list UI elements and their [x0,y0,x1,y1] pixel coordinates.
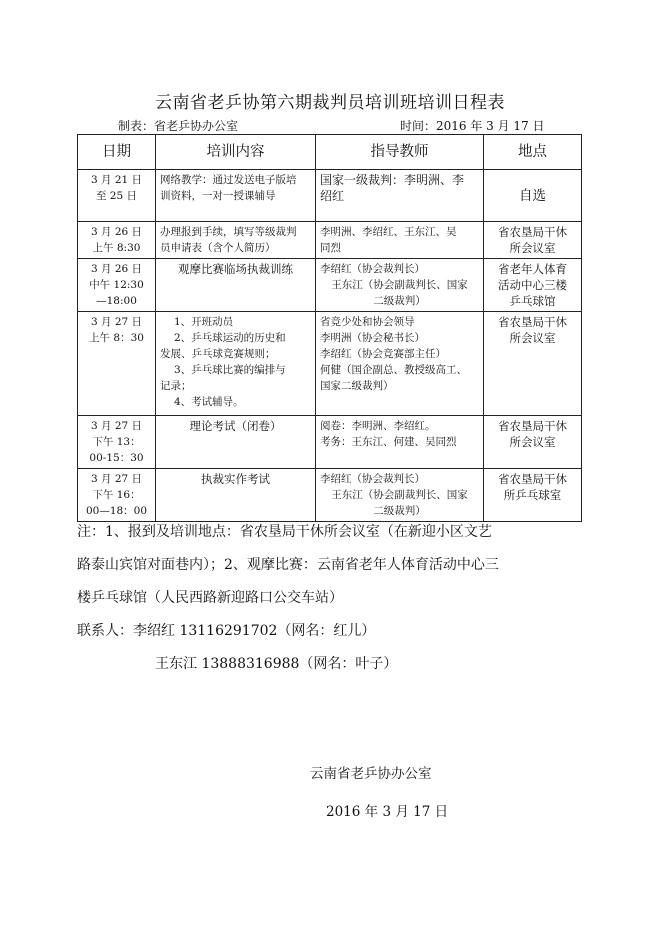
date-cell [78,170,156,222]
table-header-row [78,135,582,170]
table-row [78,469,582,522]
teacher-cell [316,312,484,416]
content-cell [156,222,316,259]
teacher-line: 李绍红（协会裁判长） [320,473,425,485]
content-line: 2、乒乓球运动的历史和 [174,332,286,344]
date-line: 3 月 27 日 [90,420,143,432]
place-cell [484,259,582,312]
date-line: 下午 16： [92,489,141,501]
note-line: 注：1、报到及培训地点：省农垦局干休所会议室（在新迎小区文艺 [77,524,492,540]
place-line: 所会议室 [509,331,556,345]
date-line: 至 25 日 [95,190,138,202]
place-line: 活动中心三楼 [498,278,567,292]
teacher-line: 李绍红（协会竞赛部主任） [320,348,446,360]
teacher-cell [316,416,484,469]
date-cell [78,469,156,522]
place-line: 省农垦局干休 [498,315,567,329]
date-line: 3 月 27 日 [90,316,143,328]
place-line: 所会议室 [509,435,556,449]
place-line: 省农垦局干休 [498,419,567,433]
date-line: 00-15：30 [89,452,144,464]
place-line: 所会议室 [509,241,556,255]
place-cell [484,170,582,222]
date-line: 3 月 27 日 [90,473,143,485]
made-time: 时间：2016 年 3 月 17 日 [400,119,545,133]
content-cell [156,469,316,522]
header-content: 培训内容 [156,135,316,170]
schedule-table [77,134,582,522]
content-line: 3、乒乓球比赛的编排与 [174,364,286,376]
teacher-line: 王东江（协会副裁判长、国家 [331,279,468,291]
signature-org: 云南省老乒协办公室 [310,766,432,782]
teacher-cell [316,170,484,222]
contact-line: 王东江 13888316988（网名：叶子） [155,656,398,672]
note-line: 楼乒乓球馆（人民西路新迎路口公交车站） [77,590,343,606]
made-by: 制表：省老乒协办公室 [118,119,239,133]
table-row [78,416,582,469]
teacher-line: 二级裁判） [373,295,426,307]
date-cell [78,416,156,469]
content-line: 办理报到手续，填写等级裁判 [160,226,297,238]
teacher-line: 国家一级裁判：李明洲、李 [320,173,465,187]
date-line: 中午 12:30 [89,279,144,291]
header-place: 地点 [484,135,582,170]
content-line: 网络教学：通过发送电子版培 [160,174,297,186]
contact-line: 联系人：李绍红 13116291702（网名：红儿） [77,623,376,639]
content-line: 观摩比赛临场执裁训练 [178,262,293,276]
table-row [78,222,582,259]
place-line: 省农垦局干休 [498,472,567,486]
place-cell [484,312,582,416]
teacher-line: 李绍红（协会裁判长） [320,263,425,275]
place-line: 乒乓球馆 [509,294,556,308]
date-line: 3 月 26 日 [90,263,143,275]
place-cell [484,222,582,259]
signature-date: 2016 年 3 月 17 日 [326,804,449,820]
date-line: 3 月 21 日 [90,174,143,186]
header-teacher: 指导教师 [316,135,484,170]
date-line: 3 月 26 日 [90,226,143,238]
date-cell [78,222,156,259]
place-line: 所乒乓球室 [503,488,562,502]
teacher-line: 国家二级裁判） [320,380,394,392]
teacher-line: 阅卷：李明洲、李绍红。 [320,420,436,432]
content-line: 1、开班动员 [174,316,234,328]
teacher-line: 李明洲（协会秘书长） [320,332,425,344]
date-line: 上午 8:30 [92,242,141,254]
table-row [78,259,582,312]
date-line: 上午 8：30 [89,332,144,344]
date-cell [78,259,156,312]
content-line: 4、考试辅导。 [174,396,244,408]
teacher-line: 绍红 [320,189,345,203]
content-line: 训资料，一对一授课辅导 [160,190,276,202]
content-line: 理论考试（闭卷） [189,419,282,433]
content-cell [156,259,316,312]
teacher-line: 王东江（协会副裁判长、国家 [331,489,468,501]
teacher-cell [316,469,484,522]
date-line: 00—18：00 [85,505,148,517]
place-line: 省农垦局干休 [498,225,567,239]
place-line: 省老年人体育 [498,262,567,276]
teacher-line: 省竞少处和协会领导 [320,316,415,328]
header-date: 日期 [78,135,156,170]
content-cell [156,416,316,469]
teacher-line: 二级裁判） [373,505,426,517]
content-line: 员申请表（含个人简历） [160,242,276,254]
table-row [78,312,582,416]
content-line: 执裁实作考试 [201,472,270,486]
date-line: —18:00 [96,295,137,307]
notes-section [77,516,597,681]
date-line: 下午 13： [92,436,141,448]
place-cell [484,469,582,522]
document-title: 云南省老乒协第六期裁判员培训班培训日程表 [155,93,505,113]
teacher-line: 同烈 [320,242,341,254]
place-line: 自选 [519,187,546,204]
teacher-line: 考务：王东江、何建、吴同烈 [320,436,457,448]
table-row [78,170,582,222]
place-cell [484,416,582,469]
content-line: 记录； [160,380,192,392]
teacher-cell [316,222,484,259]
content-cell [156,312,316,416]
teacher-line: 何健（国企副总、教授级高工、 [320,364,467,376]
note-line: 路泰山宾馆对面巷内）；2、观摩比赛：云南省老年人体育活动中心三 [77,557,499,573]
content-cell [156,170,316,222]
content-line: 发展、乒乓球竞赛规则； [160,348,276,360]
teacher-cell [316,259,484,312]
date-cell [78,312,156,416]
teacher-line: 李明洲、李绍红、王东江、吴 [320,226,457,238]
